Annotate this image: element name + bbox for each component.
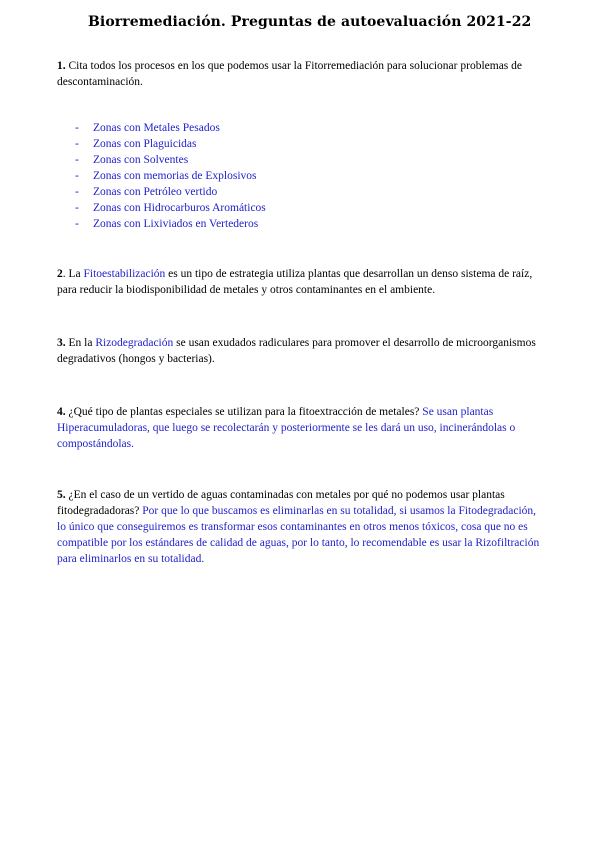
list-item-text: Zonas con Hidrocarburos Aromáticos	[93, 202, 266, 214]
list-item-text: Zonas con Lixiviados en Vertederos	[93, 218, 259, 230]
question-text-post: se usan exudados radiculares para promover el desarrollo de microorganismos degradativos (hongos y bacterias).	[57, 337, 536, 365]
question-text-pre: . La	[62, 268, 84, 280]
question-text-pre: En la	[65, 337, 96, 349]
list-dash: -	[75, 218, 79, 230]
list-dash: -	[75, 138, 79, 150]
list-dash: -	[75, 122, 79, 134]
question-text: ¿Qué tipo de plantas especiales se utilizan para la fitoextracción de metales?	[65, 406, 423, 418]
question-number: 5.	[57, 489, 66, 501]
answer-text: Por que lo que buscamos es eliminarlas en su totalidad, si usamos la Fitodegradación, lo único que conseguiremos es transformar esos contaminantes en otros menos tóxicos, cosa que no es compatible por los estándares de calidad de aguas, por lo tanto, lo recomendable es usar la Rizofiltración para eliminarlos en su totalidad.	[57, 505, 540, 565]
list-dash: -	[75, 186, 79, 198]
answer-list	[75, 120, 266, 232]
question-5	[57, 487, 547, 567]
list-dash: -	[75, 202, 79, 214]
list-item	[75, 168, 266, 184]
list-item	[75, 184, 266, 200]
question-text: Cita todos los procesos en los que podemos usar la Fitorremediación para solucionar problemas de descontaminación.	[57, 60, 523, 88]
highlighted-term: Rizodegradación	[95, 337, 174, 349]
list-dash: -	[75, 154, 79, 166]
question-number: 4.	[57, 406, 66, 418]
list-dash: -	[75, 170, 79, 182]
question-number: 1.	[57, 60, 66, 72]
list-item	[75, 200, 266, 216]
question-2	[57, 266, 547, 298]
question-number: 3.	[57, 337, 66, 349]
question-number: 2	[57, 268, 63, 280]
list-item	[75, 136, 266, 152]
question-text: ¿En el caso de un vertido de aguas contaminadas con metales por qué no podemos usar plantas fitodegradadoras?	[57, 489, 505, 517]
list-item-text: Zonas con Plaguicidas	[93, 138, 197, 150]
question-text-post: es un tipo de estrategia utiliza plantas que desarrollan un denso sistema de raíz, para reducir la biodisponibilidad de metales y otros contaminantes en el ambiente.	[57, 268, 533, 296]
answer-text: Se usan plantas Hiperacumuladoras, que luego se recolectarán y posteriormente se les dará un uso, incinerándolas o compostándolas.	[57, 406, 516, 450]
list-item-text: Zonas con Solventes	[93, 154, 189, 166]
list-item	[75, 152, 266, 168]
list-item-text: Zonas con Petróleo vertido	[93, 186, 218, 198]
question-1	[57, 58, 547, 90]
question-4	[57, 404, 547, 452]
list-item-text: Zonas con memorias de Explosivos	[93, 170, 257, 182]
list-item	[75, 120, 266, 136]
list-item-text: Zonas con Metales Pesados	[93, 122, 220, 134]
highlighted-term: Fitoestabilización	[83, 268, 166, 280]
document-title: Biorremediación. Preguntas de autoevaluación 2021-22	[88, 14, 532, 30]
list-item	[75, 216, 266, 232]
question-3	[57, 335, 547, 367]
